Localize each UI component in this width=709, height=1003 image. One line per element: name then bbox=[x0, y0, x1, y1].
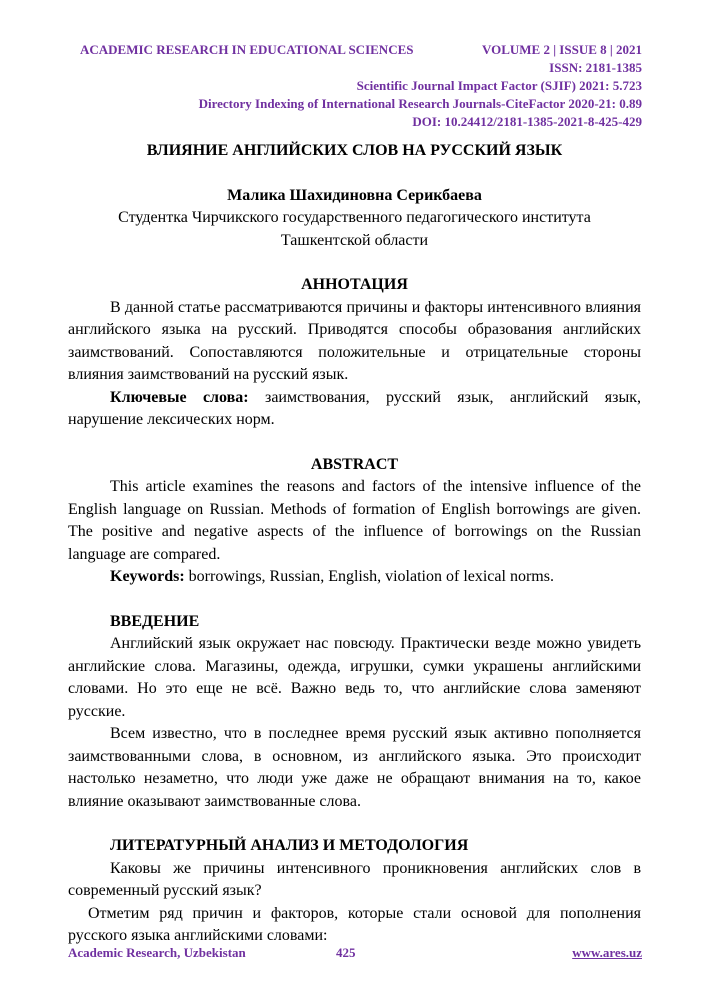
abstract-keywords-label: Keywords: bbox=[110, 568, 185, 585]
introduction-paragraph-2: Всем известно, что в последнее время русский язык активно пополняется заимствованными слова, в основном, из английского языка. Это происходит настолько незаметно, что люди уже даже не обращают внимания на то, какое влияние оказывают заимствованные слова. bbox=[68, 725, 641, 810]
author-name: Малика Шахидиновна Серикбаева bbox=[227, 186, 482, 204]
literature-paragraph-2: Отметим ряд причин и факторов, которые стали основой для пополнения русского языка английскими словами: bbox=[68, 904, 641, 944]
page-number: 425 bbox=[336, 945, 356, 960]
literature-heading: ЛИТЕРАТУРНЫЙ АНАЛИЗ И МЕТОДОЛОГИЯ bbox=[110, 837, 469, 854]
annotation-keywords bbox=[68, 387, 641, 432]
annotation-keywords-list: заимствования, русский язык, английский язык, нарушение лексических норм. bbox=[68, 388, 641, 428]
abstract-heading: ABSTRACT bbox=[310, 455, 399, 473]
literature-paragraph-1: Каковы же причины интенсивного проникновения английских слов в современный русский язык? bbox=[68, 859, 641, 899]
abstract-keywords bbox=[68, 566, 641, 589]
footer-site-link[interactable]: www.ares.uz bbox=[572, 945, 642, 960]
abstract-keywords-list: borrowings, Russian, English, violation of lexical norms. bbox=[184, 568, 554, 585]
journal-name: ACADEMIC RESEARCH IN EDUCATIONAL SCIENCES bbox=[80, 42, 414, 57]
author-affiliation-1: Студентка Чирчикского государственного педагогического института bbox=[118, 209, 591, 226]
journal-doi: DOI: 10.24412/2181-1385-2021-8-425-429 bbox=[412, 114, 642, 129]
footer-publisher: Academic Research, Uzbekistan bbox=[68, 945, 246, 960]
annotation-heading: АННОТАЦИЯ bbox=[301, 276, 408, 293]
author-affiliation-2: Ташкентской области bbox=[280, 231, 429, 249]
journal-volume: VOLUME 2 | ISSUE 8 | 2021 bbox=[481, 42, 642, 57]
introduction-paragraph-1: Английский язык окружает нас повсюду. Практически везде можно увидеть английские слова. Магазины, одежда, игрушки, сумки украшены английскими словами. Но это еще не всё. Важно ведь то, что английские слова заменяют русские. bbox=[68, 635, 641, 720]
introduction-heading: ВВЕДЕНИЕ bbox=[110, 612, 200, 630]
journal-impact: Scientific Journal Impact Factor (SJIF) 2021: 5.723 bbox=[356, 78, 642, 93]
abstract-text: This article examines the reasons and factors of the intensive influence of the English language on Russian. Methods of formation of English borrowings are given. The positive and negative aspects of the influence of borrowings on the Russian language are compared. bbox=[68, 478, 641, 563]
annotation-keywords-label: Ключевые слова: bbox=[110, 388, 249, 406]
journal-indexing: Directory Indexing of International Research Journals-CiteFactor 2020-21: 0.89 bbox=[198, 96, 642, 111]
journal-issn: ISSN: 2181-1385 bbox=[549, 60, 642, 75]
article-title: ВЛИЯНИЕ АНГЛИЙСКИХ СЛОВ НА РУССКИЙ ЯЗЫК bbox=[146, 142, 563, 159]
article-body bbox=[68, 140, 641, 948]
annotation-text: В данной статье рассматриваются причины и факторы интенсивного влияния английского языка на русский. Приводятся способы образования английских заимствований. Сопоставляются положительные и отрицательные стороны влияния заимствований на русский язык. bbox=[68, 298, 641, 383]
